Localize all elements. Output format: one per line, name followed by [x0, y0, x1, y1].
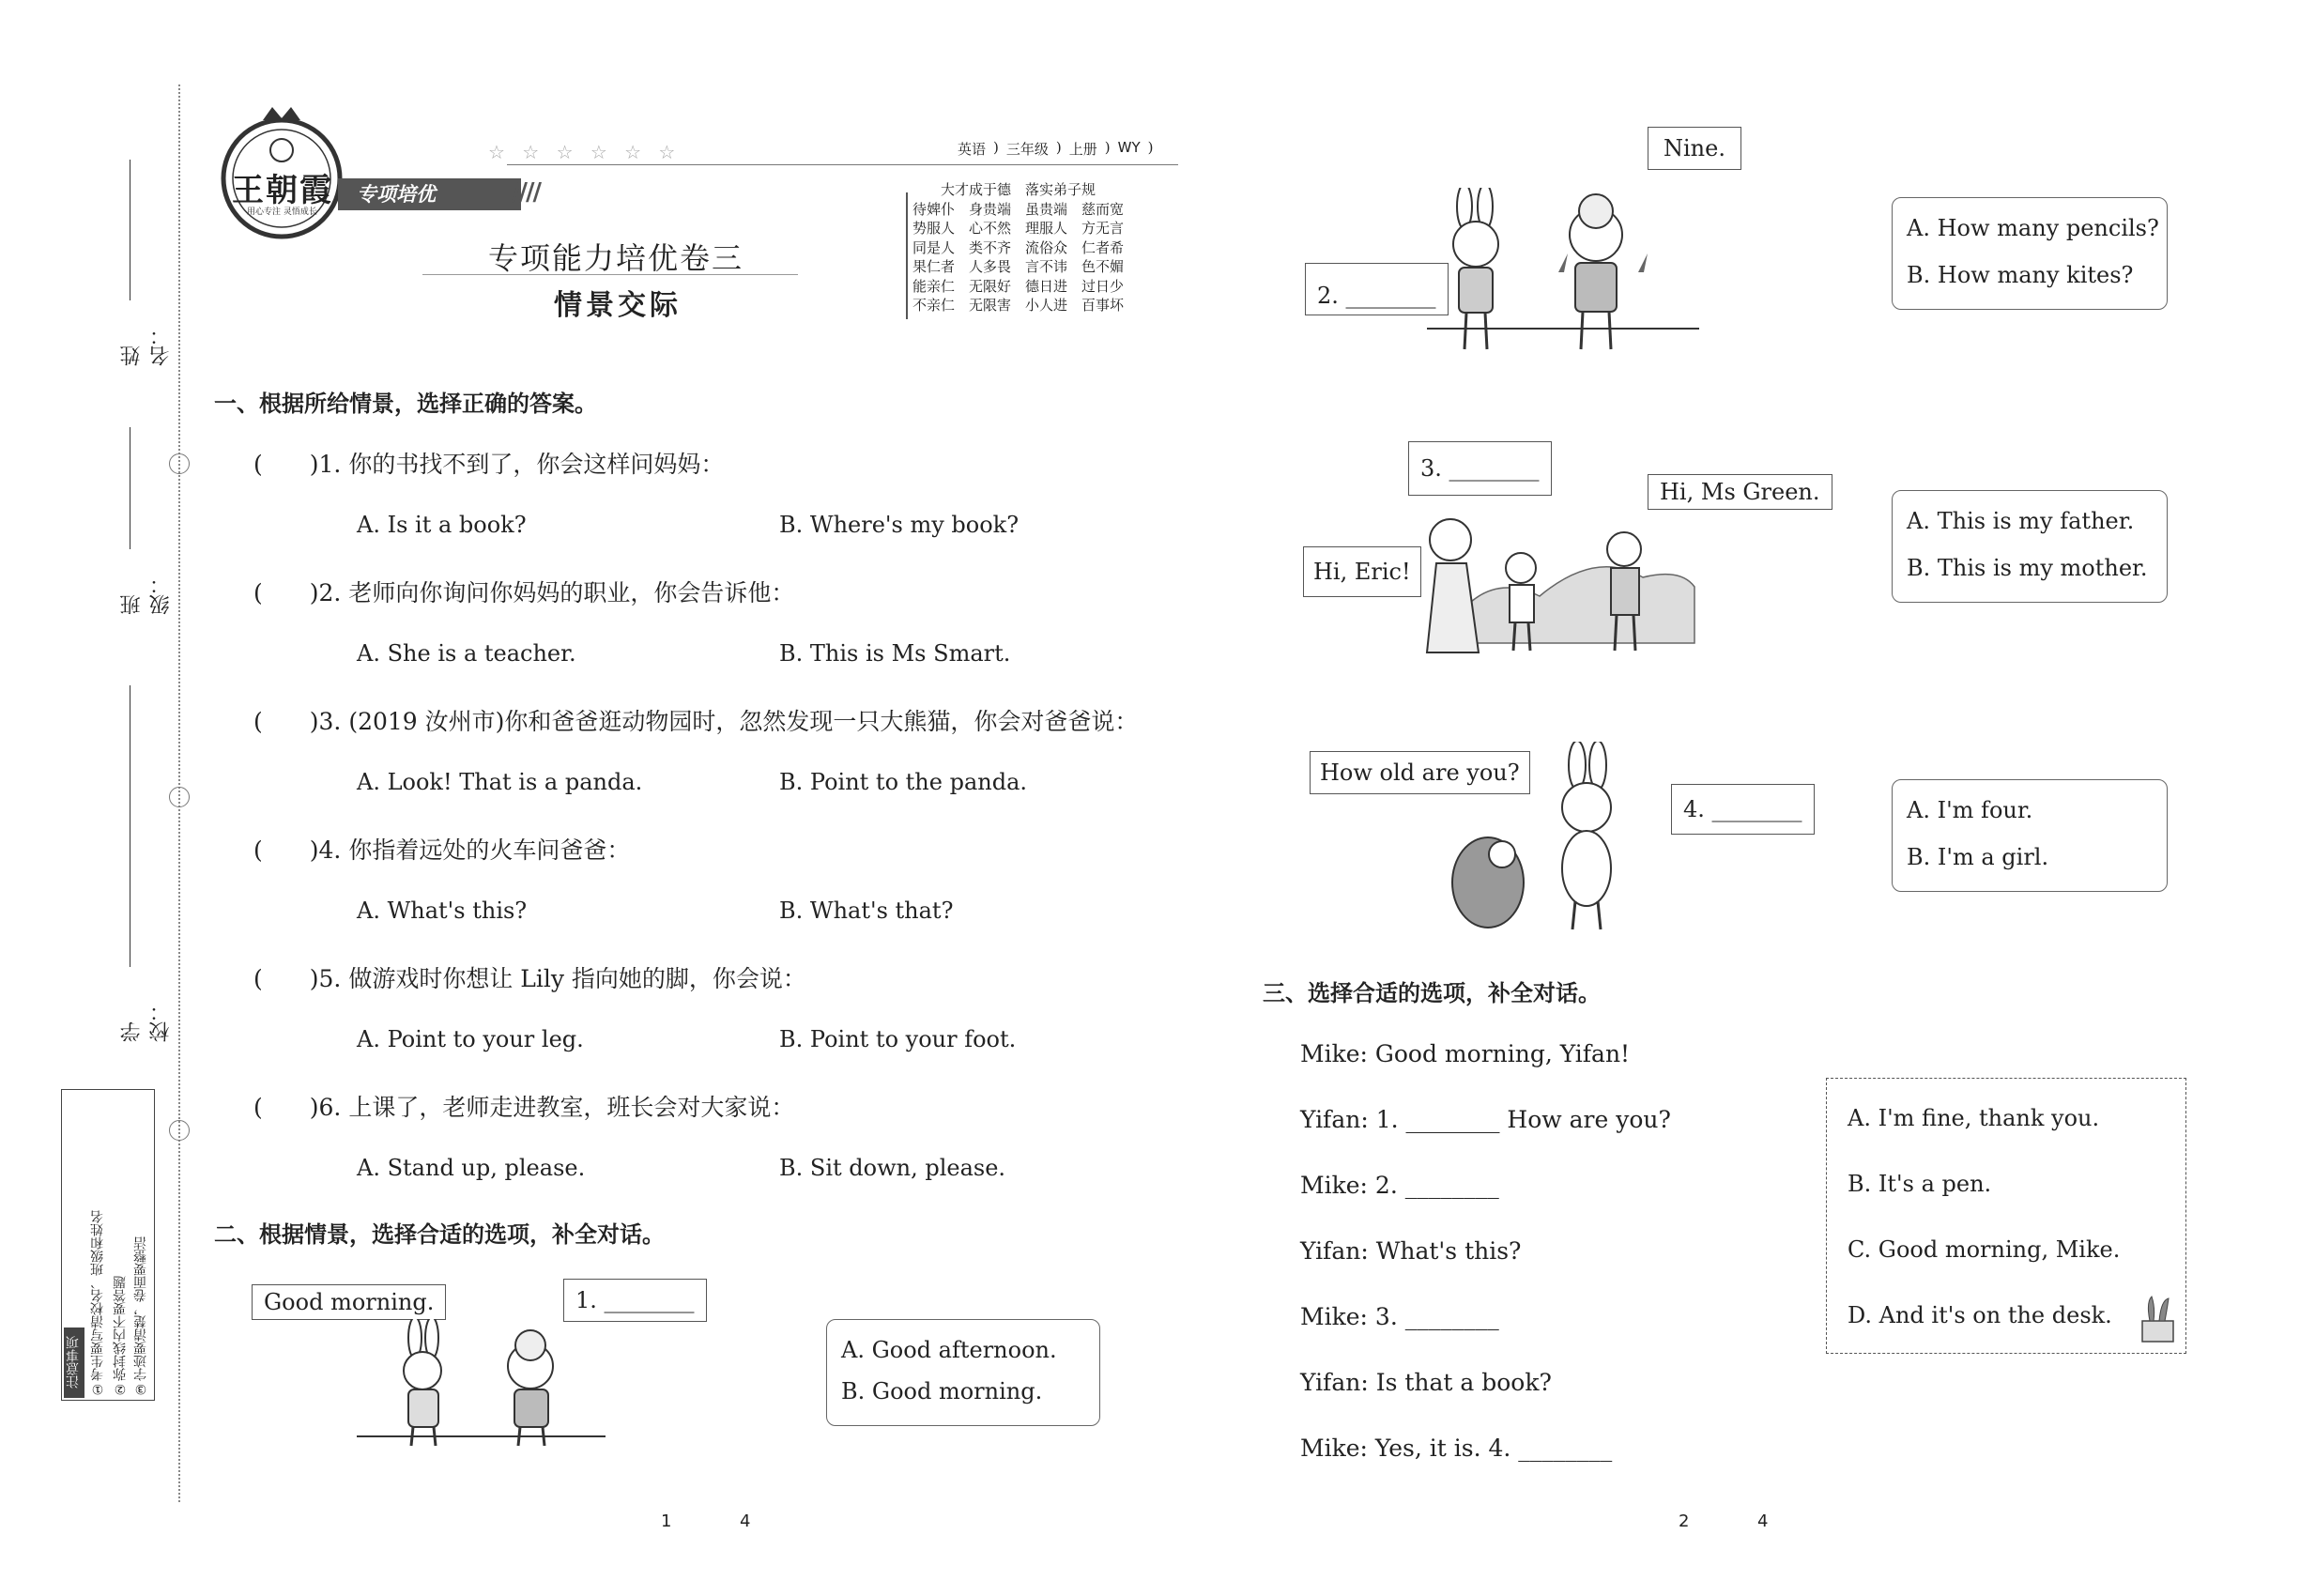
binding-hole-mark [169, 453, 190, 474]
option-a[interactable]: A. Stand up, please. [357, 1155, 586, 1181]
notice-box [61, 1089, 155, 1401]
option-a[interactable]: A. This is my father. [1907, 508, 2135, 534]
speech-bubble: Nine. [1648, 127, 1741, 170]
rabbit-sheep-carrots-illustration [1427, 188, 1709, 361]
plant-pot-icon [2137, 1293, 2179, 1348]
speech-bubble: How old are you? [1310, 751, 1530, 794]
speech-bubble: Hi, Ms Green. [1648, 474, 1832, 510]
motto-block [912, 180, 1124, 315]
title-rule [422, 274, 798, 275]
question-stem: 4. 你指着远处的火车问爸爸： [318, 836, 631, 864]
brand-subtitle: 灵悟成长 [283, 207, 317, 217]
family-park-illustration [1408, 512, 1699, 666]
speech-bubble: Hi, Eric! [1303, 546, 1421, 597]
section1-heading: 一、根据所给情景，选择正确的答案。 [214, 391, 597, 417]
notice-title: 注意事项 [64, 1327, 84, 1398]
answer-paren[interactable]: ( ) [253, 579, 319, 606]
motto-title: 大才成于德 落实弟子规 [941, 181, 1096, 198]
dialogue-line: Yifan: What's this? [1300, 1237, 1522, 1265]
page-total: 4 [740, 1512, 751, 1531]
option-b[interactable]: B. How many kites? [1907, 262, 2134, 288]
answer-bubble[interactable]: 2. ________ [1305, 263, 1449, 315]
name-label: 姓 名： [120, 325, 173, 366]
tag-edition: WY [1117, 139, 1141, 156]
option-b[interactable]: B. Where's my book? [779, 512, 1020, 538]
option-b[interactable]: B. Point to the panda. [779, 769, 1028, 795]
option-box [826, 1319, 1100, 1426]
class-field[interactable] [117, 427, 173, 615]
answer-paren[interactable]: ( ) [253, 836, 319, 864]
page-title: 专项能力培优卷三 [488, 240, 744, 276]
motto-line: 能亲仁 无限好 德日进 过日少 [912, 277, 1125, 295]
option-b[interactable]: B. Point to your foot. [779, 1026, 1017, 1052]
brand-name: 王朝霞 [232, 172, 333, 209]
option-a[interactable]: A. She is a teacher. [357, 640, 576, 667]
tag-grade: 三年级 [1005, 141, 1049, 158]
option-a[interactable]: A. I'm four. [1907, 797, 2033, 823]
speech-bubble: Good morning. [252, 1284, 446, 1320]
option-b[interactable]: B. This is Ms Smart. [779, 640, 1011, 667]
hedgehog-rabbit-illustration [1436, 742, 1652, 943]
dialogue-line[interactable]: Mike: Yes, it is. 4. ________ [1300, 1435, 1613, 1462]
answer-bubble[interactable]: 3. ________ [1408, 441, 1552, 496]
question-stem: 5. 做游戏时你想让 Lily 指向她的脚，你会说： [318, 965, 806, 992]
motto-line: 果仁者 人多畏 言不讳 色不媚 [912, 258, 1125, 275]
answer-paren[interactable]: ( ) [253, 451, 319, 478]
option-a[interactable]: A. Point to your leg. [357, 1026, 584, 1052]
difficulty-stars: ☆ ☆ ☆ ☆ ☆ ☆ [488, 141, 682, 163]
section3-heading: 三、选择合适的选项，补全对话。 [1263, 980, 1601, 1006]
motto-line: 势服人 心不然 理服人 方无言 [912, 220, 1125, 237]
page-total: 4 [1757, 1512, 1769, 1531]
answer-paren[interactable]: ( ) [253, 708, 319, 735]
option-a[interactable]: A. Good afternoon. [841, 1337, 1057, 1363]
question-stem: 1. 你的书找不到了，你会这样问妈妈： [318, 451, 725, 478]
option-b[interactable]: B. Sit down, please. [779, 1155, 1006, 1181]
header-tags: 英语 ) 三年级 ) 上册 ) WY ) [958, 139, 1154, 158]
notice-item: ①考生要写清校名、班级和姓名 [90, 1210, 105, 1396]
option-b[interactable]: B. Good morning. [841, 1378, 1043, 1404]
dialogue-line[interactable]: Mike: 2. ________ [1300, 1172, 1499, 1199]
page-number: 2 [1679, 1512, 1690, 1531]
answer-bubble[interactable]: 1. ________ [563, 1279, 707, 1322]
notice-item: ②弥封线内不要答题 [113, 1276, 128, 1396]
binding-hole-mark [169, 1120, 190, 1141]
question-stem: 2. 老师向你询问你妈妈的职业，你会告诉他： [318, 579, 795, 606]
option-box [1892, 779, 2168, 892]
brand-logo [211, 103, 352, 244]
series-slashes: //// [512, 178, 540, 207]
answer-paren[interactable]: ( ) [253, 1094, 319, 1121]
answer-bubble[interactable]: 4. ________ [1671, 784, 1815, 835]
page-subtitle: 情景交际 [554, 289, 682, 322]
option-box [1892, 490, 2168, 603]
dialogue-line: Yifan: Is that a book? [1300, 1369, 1552, 1396]
dialogue-line[interactable]: Yifan: 1. ________ How are you? [1300, 1106, 1671, 1133]
motto-divider [906, 192, 908, 319]
series-band: 专项培优 [338, 178, 521, 210]
rabbit-sheep-illustration [357, 1319, 610, 1464]
option-d[interactable]: D. And it's on the desk. [1848, 1302, 2112, 1328]
class-label: 班 级： [120, 574, 173, 615]
question-stem: 3. (2019 汝州市)你和爸爸逛动物园时，忽然发现一只大熊猫，你会对爸爸说： [318, 708, 1139, 735]
dialogue-line: Mike: Good morning, Yifan! [1300, 1040, 1631, 1067]
option-a[interactable]: A. Is it a book? [357, 512, 527, 538]
option-b[interactable]: B. What's that? [779, 898, 954, 924]
school-label: 学 校： [120, 1001, 173, 1042]
notice-item: ③字迹要清楚，卷面要整洁 [133, 1236, 148, 1396]
tag-subject: 英语 [958, 141, 987, 158]
dialogue-line[interactable]: Mike: 3. ________ [1300, 1303, 1499, 1330]
brand-subtitle: 用心专注 [247, 207, 282, 217]
option-c[interactable]: C. Good morning, Mike. [1848, 1236, 2121, 1263]
option-b[interactable]: B. This is my mother. [1907, 555, 2148, 581]
name-field[interactable] [117, 160, 173, 366]
school-field[interactable] [117, 685, 173, 1042]
option-b[interactable]: B. I'm a girl. [1907, 844, 2049, 870]
header-rule [507, 164, 1178, 165]
motto-line: 不亲仁 无限害 小人进 百事坏 [912, 297, 1125, 314]
option-a[interactable]: A. Look! That is a panda. [357, 769, 643, 795]
option-a[interactable]: A. How many pencils? [1907, 215, 2159, 241]
option-a[interactable]: A. What's this? [357, 898, 528, 924]
binding-hole-mark [169, 787, 190, 807]
answer-paren[interactable]: ( ) [253, 965, 319, 992]
section2-heading: 二、根据情景，选择合适的选项，补全对话。 [214, 1221, 665, 1248]
question-stem: 6. 上课了，老师走进教室，班长会对大家说： [318, 1094, 795, 1121]
tag-term: 上册 [1068, 141, 1097, 158]
option-a[interactable]: A. I'm fine, thank you. [1848, 1105, 2100, 1131]
page-number: 1 [661, 1512, 672, 1531]
motto-line: 同是人 类不齐 流俗众 仁者希 [912, 238, 1125, 256]
options-box [1826, 1078, 2186, 1354]
option-b[interactable]: B. It's a pen. [1848, 1171, 1992, 1197]
option-box [1892, 197, 2168, 310]
motto-line: 待婢仆 身贵端 虽贵端 慈而宽 [912, 200, 1125, 218]
